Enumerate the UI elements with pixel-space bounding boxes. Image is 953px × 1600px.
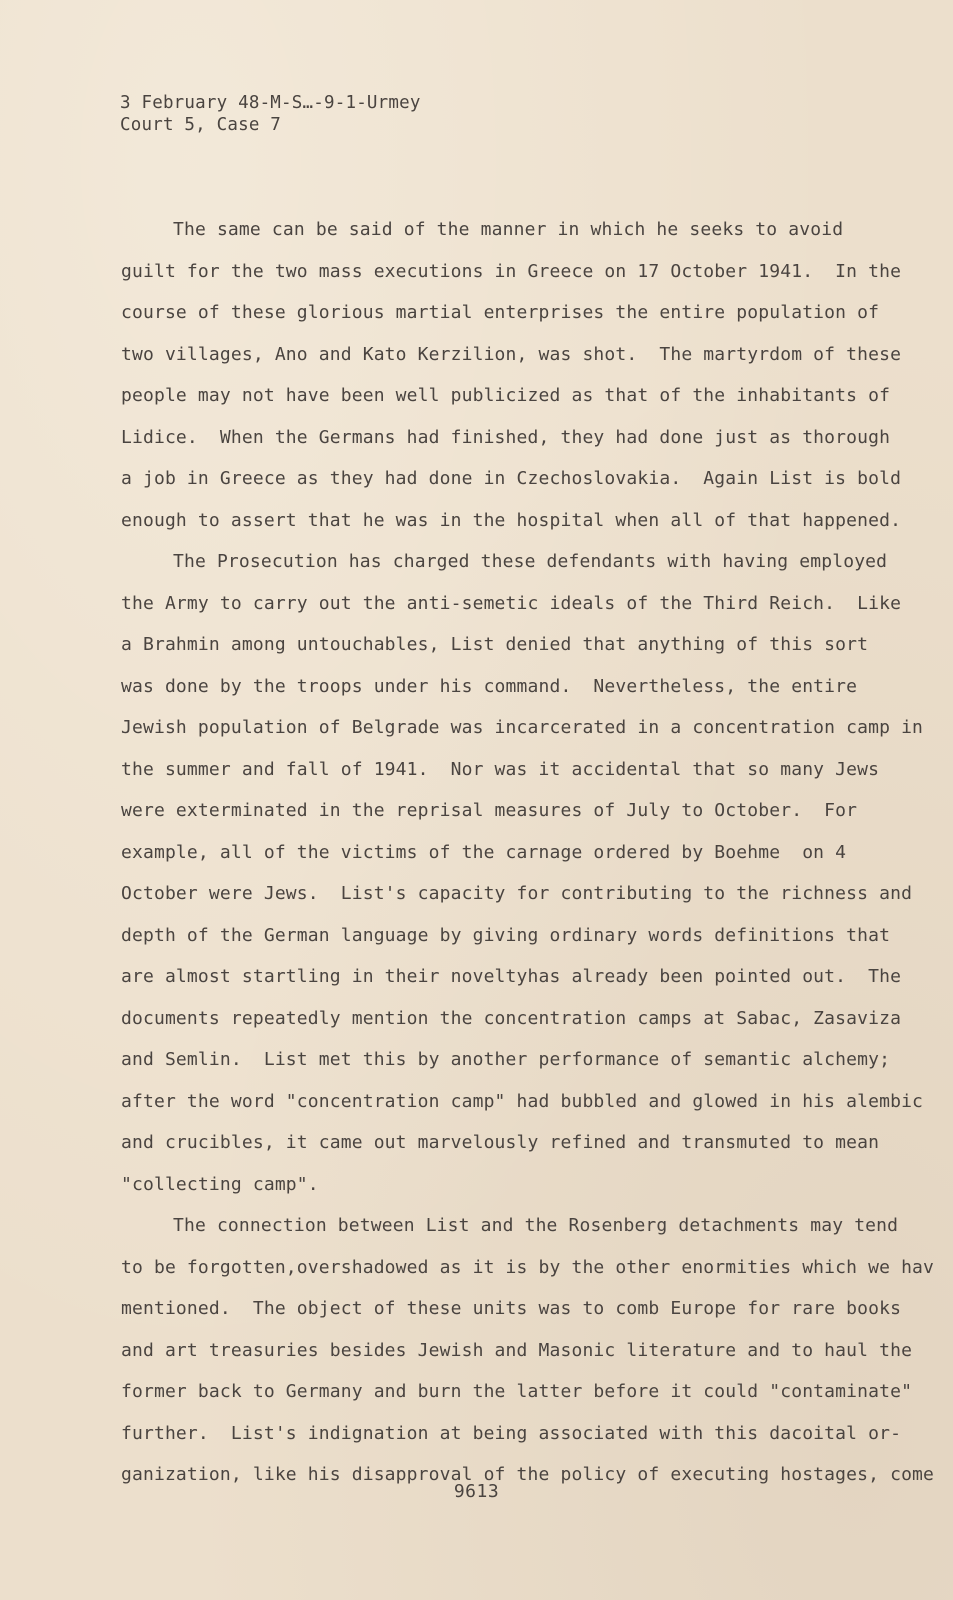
text-line: are almost startling in their noveltyhas already been pointed out. The [121, 966, 902, 987]
text-line: Lidice. When the Germans had finished, they had done just as thorough [121, 426, 891, 448]
text-line: course of these glorious martial enterprises the entire population of [121, 302, 880, 323]
text-line: enough to assert that he was in the hospital when all of that happened. [121, 509, 902, 531]
document-header [120, 92, 421, 136]
text-line: "collecting camp". [121, 1173, 319, 1195]
page-number: 9613 [453, 1481, 500, 1502]
text-line: further. List's indignation at being associated with this dacoital or- [121, 1422, 902, 1444]
text-line: to be forgotten,overshadowed as it is by the other enormities which we hav [121, 1256, 935, 1278]
text-line: the summer and fall of 1941. Nor was it accidental that so many Jews [121, 758, 880, 780]
text-line: people may not have been well publicized as that of the inhabitants of [121, 385, 891, 406]
text-line: ganization, like his disapproval of the policy of executing hostages, come [121, 1464, 935, 1485]
text-line: two villages, Ano and Kato Kerzilion, was shot. The martyrdom of these [121, 343, 902, 365]
text-line: and art treasuries besides Jewish and Masonic literature and to haul the [121, 1339, 913, 1361]
text-line: and Semlin. List met this by another performance of semantic alchemy; [121, 1049, 891, 1070]
document-body [121, 209, 935, 1496]
text-line: October were Jews. List's capacity for contributing to the richness and [121, 883, 913, 904]
text-line: after the word "concentration camp" had bubbled and glowed in his alembic [121, 1090, 924, 1112]
text-line: a Brahmin among untouchables, List denied that anything of this sort [121, 634, 869, 655]
text-line: The connection between List and the Rosenberg detachments may tend [173, 1215, 899, 1236]
text-line: The Prosecution has charged these defendants with having employed [173, 551, 888, 572]
text-line: Jewish population of Belgrade was incarcerated in a concentration camp in [121, 717, 924, 738]
text-line: depth of the German language by giving ordinary words definitions that [121, 924, 891, 946]
text-line: former back to Germany and burn the latter before it could "contaminate" [121, 1381, 913, 1402]
text-line: documents repeatedly mention the concentration camps at Sabac, Zasaviza [121, 1007, 902, 1029]
header-court-case: Court 5, Case 7 [120, 115, 282, 135]
text-line: and crucibles, it came out marvelously refined and transmuted to mean [121, 1132, 880, 1153]
text-line: guilt for the two mass executions in Greece on 17 October 1941. In the [121, 260, 902, 282]
text-line: example, all of the victims of the carnage ordered by Boehme on 4 [121, 841, 847, 863]
text-line: were exterminated in the reprisal measures of July to October. For [121, 800, 858, 821]
text-line: a job in Greece as they had done in Czechoslovakia. Again List is bold [121, 468, 902, 489]
text-line: mentioned. The object of these units was to comb Europe for rare books [121, 1298, 902, 1319]
text-line: was done by the troops under his command. Nevertheless, the entire [121, 675, 858, 697]
text-line: The same can be said of the manner in which he seeks to avoid [173, 219, 844, 240]
text-line: the Army to carry out the anti-semetic ideals of the Third Reich. Like [121, 592, 902, 614]
header-date-reference: 3 February 48-M-S…-9-1-Urmey [120, 93, 421, 113]
